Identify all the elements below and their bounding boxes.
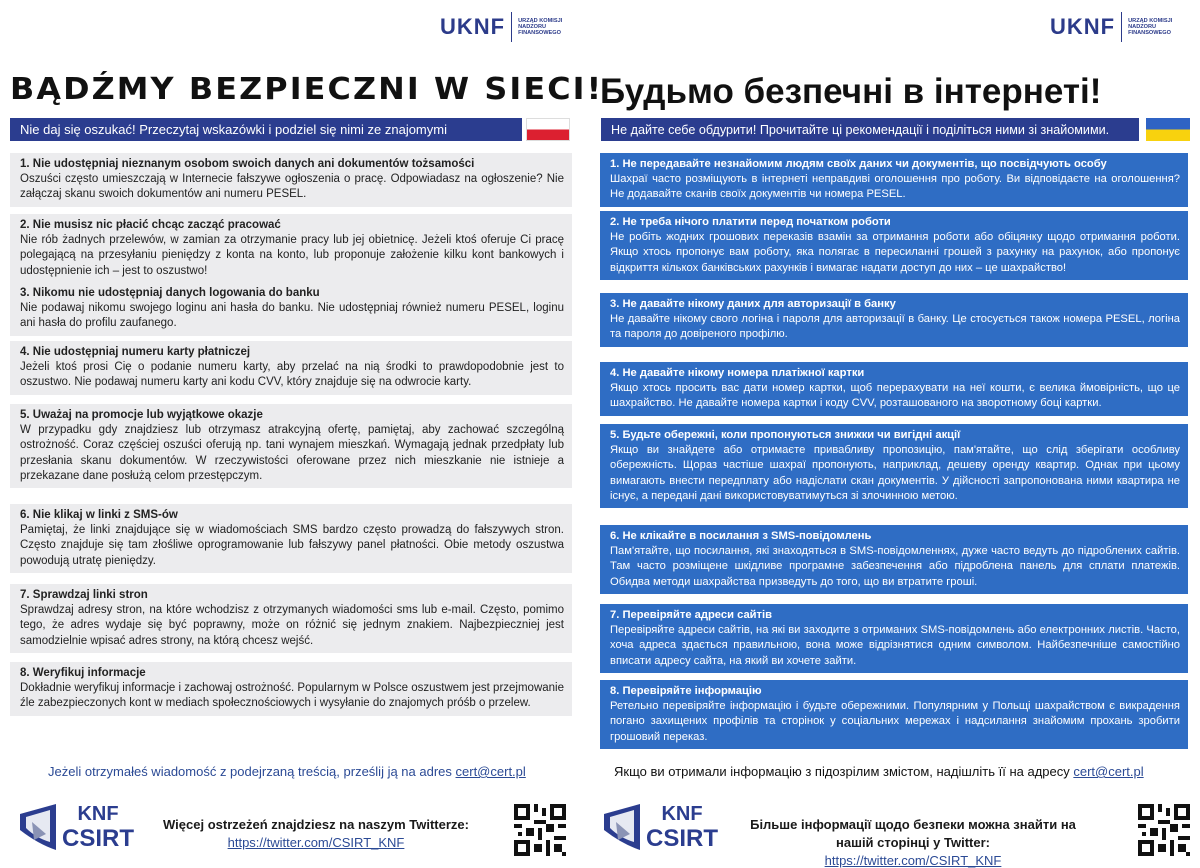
tip-body: Не робіть жодних грошових переказів взамін за отримання роботи або обіцянку щодо отримання роботи. Якщо хтось пропонує вам роботу, яка полягає в пересиланні грошей з рахунку на рахунок, або пропонує відкриття кількох банківських рахунків і вимагає надати доступ до них – це шахрайство! <box>610 231 1180 274</box>
knf-csirt-logo <box>16 800 146 860</box>
tip-title: 5. Uważaj na promocje lub wyjątkowe okazje <box>20 409 263 421</box>
tip-title: 5. Будьте обережні, коли пропонуються знижки чи вигідні акції <box>610 429 961 441</box>
tip-title: 3. Nikomu nie udostępniaj danych logowania do banku <box>20 287 320 299</box>
subtitle-bar: Не дайте себе обдурити! Прочитайте ці рекомендації і поділіться ними зі знайомими. <box>601 118 1139 141</box>
tip-body: Перевіряйте адреси сайтів, на які ви заходите з отриманих SMS-повідомлень або електронних листів. Часто, хоча адреса здається правильною, вона може відрізнятися одним символом. Найбезпечніше самостійно вписати адресу сайта, на який ви хочете зайти. <box>610 624 1180 667</box>
tip-card <box>10 153 572 207</box>
tip-card <box>600 604 1188 673</box>
tip-title: 6. Nie klikaj w linki z SMS-ów <box>20 509 178 521</box>
twitter-text: Więcej ostrzeżeń znajdziesz na naszym Twitterze: <box>163 817 469 832</box>
tip-title: 7. Перевіряйте адреси сайтів <box>610 609 773 621</box>
logo-main-text: UKNF <box>440 14 506 39</box>
tip-card <box>600 293 1188 347</box>
poland-flag-icon <box>526 118 570 141</box>
tip-card <box>10 584 572 653</box>
tip-card <box>600 362 1188 416</box>
uknf-logo <box>1050 12 1188 42</box>
subtitle-bar: Nie daj się oszukać! Przeczytaj wskazówki i podziel się nimi ze znajomymi <box>10 118 522 141</box>
csirt-logo-bottom: CSIRT <box>62 825 134 852</box>
tip-card <box>600 424 1188 508</box>
logo-subtext: URZĄD KOMISJI NADZORU FINANSOWEGO <box>518 17 563 37</box>
tip-title: 7. Sprawdzaj linki stron <box>20 589 148 601</box>
tip-card <box>600 153 1188 207</box>
page-title: Будьмо безпечні в інтернеті! <box>600 72 1102 111</box>
tip-title: 2. Не треба нічого платити перед початком роботи <box>610 216 891 228</box>
tip-title: 4. Nie udostępniaj numeru karty płatniczej <box>20 346 251 358</box>
logo-main-text: UKNF <box>1050 14 1116 39</box>
tip-card <box>10 504 572 573</box>
logo-divider <box>511 12 512 42</box>
report-note <box>48 764 526 779</box>
tip-card <box>10 282 572 336</box>
tip-body: Не давайте нікому свого логіна і пароля для авторизації в банку. Це стосується також номера PESEL, логіна та пароля до довіреного профілю. <box>610 313 1180 341</box>
tip-card <box>10 662 572 716</box>
csirt-logo-top: KNF <box>77 803 119 825</box>
tip-title: 6. Не клікайте в посилання з SMS-повідомлень <box>610 530 872 542</box>
csirt-logo-bottom: CSIRT <box>646 825 718 852</box>
tip-title: 8. Weryfikuj informacje <box>20 667 146 679</box>
tip-title: 1. Не передавайте незнайомим людям своїх даних чи документів, що посвідчують особу <box>610 158 1107 170</box>
twitter-text: Більше інформації щодо безпеки можна знайти на нашій сторінці у Twitter: <box>750 817 1076 850</box>
tip-body: Nie podawaj nikomu swojego loginu ani hasła do banku. Nie udostępniaj również numeru PESEL, loginu ani hasła do profilu zaufanego. <box>20 302 564 330</box>
tip-body: Jeżeli ktoś prosi Cię o podanie numeru karty, aby przelać na nią środki to prawdopodobnie jest to oszustwo. Nie podawaj numeru karty ani kodu CVV, który znajduje się na odwrocie karty. <box>20 361 564 389</box>
tip-card <box>600 211 1188 280</box>
tip-title: 2. Nie musisz nic płacić chcąc zacząć pracować <box>20 219 281 231</box>
polish-column <box>6 0 604 868</box>
tip-body: Якщо ви знайдете або отримаєте привабливу пропозицію, пам'ятайте, що слід зберігати особливу обережність. Щораз частіше шахраї пропонують, наприклад, дешеву оренду квартир. Однак при цьому вимагають внести передплату або надіслати скан документів. У дійсності запропонована ними квартира не існує, а передані дані використовуватимуться зі злочинною метою. <box>610 444 1180 502</box>
twitter-link[interactable]: https://twitter.com/CSIRT_KNF <box>824 853 1002 868</box>
logo-divider <box>1121 12 1122 42</box>
twitter-link[interactable]: https://twitter.com/CSIRT_KNF <box>227 835 405 850</box>
page-title: BĄDŹMY BEZPIECZNI W SIECI! <box>10 72 604 107</box>
qr-code-icon <box>514 804 566 856</box>
report-email-link[interactable]: cert@cert.pl <box>1073 764 1144 779</box>
tip-title: 1. Nie udostępniaj nieznanym osobom swoich danych ani dokumentów tożsamości <box>20 158 475 170</box>
csirt-logo-top: KNF <box>661 803 703 825</box>
uknf-logo <box>440 12 578 42</box>
twitter-info <box>156 816 476 852</box>
tip-title: 3. Не давайте нікому даних для авторизації в банку <box>610 298 896 310</box>
ukraine-flag-icon <box>1146 118 1190 141</box>
tip-title: 8. Перевіряйте інформацію <box>610 685 762 697</box>
tip-body: Sprawdzaj adresy stron, na które wchodzisz z otrzymanych wiadomości sms lub e-mail. Często, pomimo tego, że adres wydaje się być poprawny, może on różnić się jednym znakiem. Najbezpieczniej jest samodzielnie wpisać adres strony, na którą chcesz wejść. <box>20 604 564 647</box>
tip-body: Якщо хтось просить вас дати номер картки, щоб перерахувати на неї кошти, є велика ймовірність, що це шахрайство. Не давайте номера картки і коду CVV, розташованого на зворотному боці картки. <box>610 382 1180 410</box>
qr-code-icon <box>1138 804 1190 856</box>
tip-card <box>600 525 1188 594</box>
tip-body: Шахраї часто розміщують в інтернеті неправдиві оголошення про роботу. Ви відповідаєте на оголошення? Не додавайте сканів своїх документів чи номера PESEL. <box>610 173 1180 201</box>
report-email-link[interactable]: cert@cert.pl <box>455 764 526 779</box>
knf-csirt-logo <box>600 800 730 860</box>
tip-body: Dokładnie weryfikuj informacje i zachowaj ostrożność. Popularnym w Polsce oszustwem jest przejmowanie źle zabezpieczonych kont w mediach społecznościowych i wysyłanie do znajomych próśb o przelew. <box>20 682 564 710</box>
logo-subtext: URZĄD KOMISJI NADZORU FINANSOWEGO <box>1128 17 1173 37</box>
twitter-info <box>748 816 1078 868</box>
tip-body: W przypadku gdy znajdziesz lub otrzymasz atrakcyjną ofertę, pamiętaj, aby zachować szczególną ostrożność. Coraz częściej oszuści oferują np. tani wynajem mieszkań. Wymagają jednak przedpłaty lub przesłania skanu dokumentów. W rzeczywistości oferowane przez nich mieszkanie nie istnieje a przekazane dane posłużą celom przestępczym. <box>20 424 564 482</box>
tip-body: Ретельно перевіряйте інформацію і будьте обережними. Популярним у Польщі шахрайством є викрадення погано захищених профілів та сторінок у соціальних мережах і надсилання знайомим прохань зробити грошовий переказ. <box>610 700 1180 743</box>
tip-title: 4. Не давайте нікому номера платіжної картки <box>610 367 865 379</box>
tip-card <box>10 214 572 283</box>
ukrainian-column <box>598 0 1188 868</box>
tip-body: Pamiętaj, że linki znajdujące się w wiadomościach SMS bardzo często prowadzą do fałszywych stron. Często znajduje się tam złośliwe oprogramowanie lub fałszywy panel płatności. Obie metody oszustwa powodują utratę pieniędzy. <box>20 524 564 567</box>
tip-body: Oszuści często umieszczają w Internecie fałszywe ogłoszenia o pracę. Odpowiadasz na ogłoszenie? Nie załączaj skanu swoich dokumentów ani numeru PESEL. <box>20 173 564 201</box>
tip-body: Пам'ятайте, що посилання, які знаходяться в SMS-повідомленнях, дуже часто ведуть до підроблених сайтів. Там часто розміщене шкідливе програмне забезпечення або підроблена панель для сплати платежів. Обидва методи шахрайства призведуть до того, що ви втратите гроші. <box>610 545 1180 588</box>
report-note-text: Якщо ви отримали інформацію з підозрілим змістом, надішліть її на адресу <box>614 764 1074 779</box>
tip-card <box>10 404 572 488</box>
tip-body: Nie rób żadnych przelewów, w zamian za otrzymanie pracy lub jej obietnicę. Jeżeli ktoś oferuje Ci pracę polegającą na przesyłaniu pieniędzy z konta na konto, lub proponuje założenie kilku kont bankowych i udostępnienie ich – jest to oszustwo! <box>20 234 564 277</box>
tip-card <box>600 680 1188 749</box>
report-note <box>614 764 1144 779</box>
tip-card <box>10 341 572 395</box>
report-note-text: Jeżeli otrzymałeś wiadomość z podejrzaną treścią, prześlij ją na adres <box>48 764 456 779</box>
